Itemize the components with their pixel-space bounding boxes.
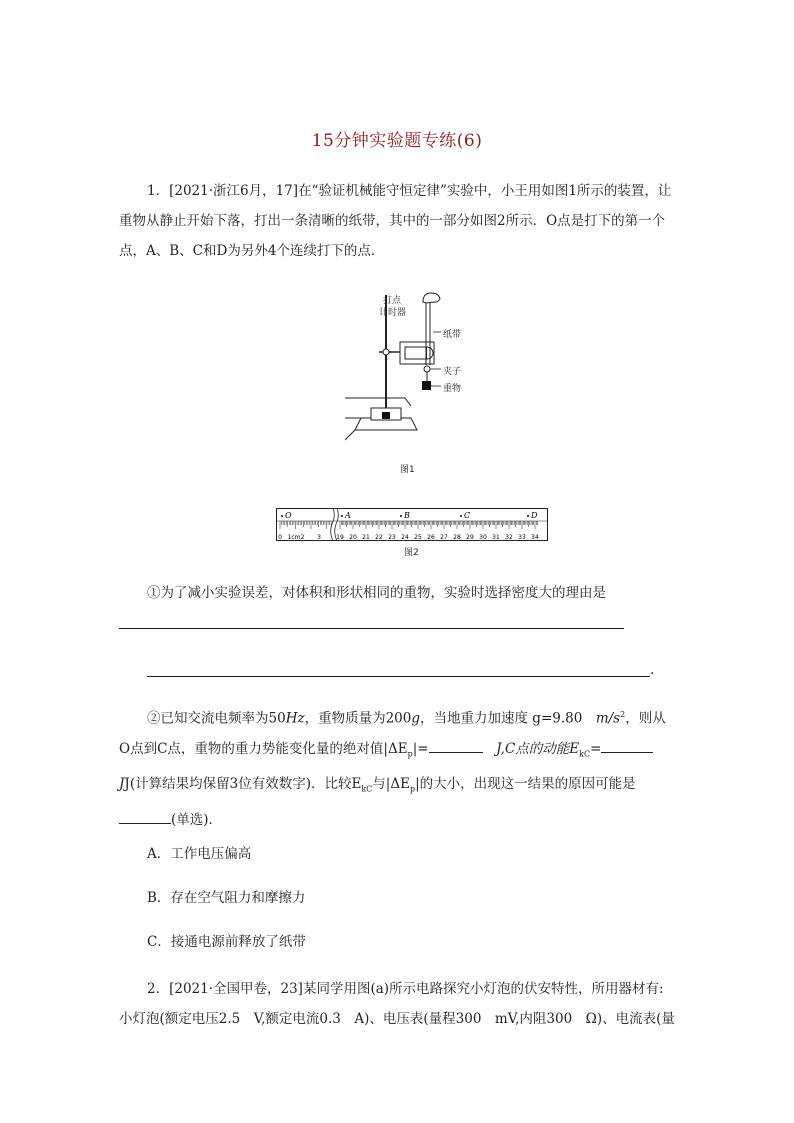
answer-line-1 — [119, 628, 624, 629]
tape-point-label: B — [404, 511, 410, 520]
tape-dot — [341, 515, 343, 517]
scale-label: 24 — [401, 534, 409, 541]
tape-dot — [460, 515, 462, 517]
tape-dot — [281, 515, 283, 517]
tape-point-label: A — [345, 511, 351, 520]
page-title: 15分钟实验题专练(6) — [311, 131, 483, 151]
question-1-intro: 1．[2021·浙江6月，17]在“验证机械能守恒定律”实验中，小王用如图1所示的装置，让重物从静止开始下落，打出一条清晰的纸带，其中的一部分如图2所示．O点是打下的第一个点，A、B、C和D为另外4个连续打下的点． — [119, 183, 672, 259]
question-2-line-2: 小灯泡(额定电压2.5 V,额定电流0.3 A)、电压表(量程300 mV,内阻300 Ω)、电流表(量 — [119, 1011, 675, 1027]
figure-1-caption: 图1 — [400, 465, 415, 475]
scale-label: 1cm2 — [287, 534, 305, 541]
tape-dot — [400, 515, 402, 517]
tape-dot — [527, 515, 529, 517]
scale-label: 34 — [531, 534, 539, 541]
scale-label: 28 — [453, 534, 461, 541]
scale-label: 23 — [388, 534, 396, 541]
scale-label: 22 — [375, 534, 383, 541]
scale-label: 33 — [518, 534, 526, 541]
figure-2-tape-ruler — [276, 508, 548, 542]
answer-line-2 — [147, 676, 650, 677]
tape-point-label: O — [285, 511, 292, 520]
option-c[interactable]: C．接通电源前释放了纸带 — [147, 934, 306, 950]
scale-label: 29 — [466, 534, 474, 541]
question-1-part-1: ①为了减小实验误差，对体积和形状相同的重物，实验时选择密度大的理由是 — [147, 585, 606, 601]
blank-kinetic-energy[interactable] — [601, 738, 653, 753]
label-tape: 纸带 — [443, 330, 462, 340]
scale-label: 0 — [278, 534, 282, 541]
question-2-line-1: 2．[2021·全国甲卷，23]某同学用图(a)所示电路探究小灯泡的伏安特性，所用器材有: — [147, 981, 664, 997]
scale-label: 30 — [479, 534, 487, 541]
option-b[interactable]: B．存在空气阻力和摩擦力 — [147, 890, 306, 906]
question-1-part-2: ②已知交流电频率为50Hz，重物质量为200g，当地重力加速度 g=9.80 $m/s^2$，则从O点到C点，重物的重力势能变化量的绝对值$|\Delta E_p|=$ J,C点的动能$E_{kC}=$ JJ(计算结果均保留3位有效数字)．比较$E_{kC}$与$|\Delta E_p|$的大小，出现这一结果的原因可能是 (单选)． — [119, 710, 666, 828]
label-clip: 夹子 — [443, 367, 462, 377]
label-timer-line1: 打点 — [383, 296, 402, 306]
scale-label: 21 — [362, 534, 370, 541]
scale-label: 19 — [336, 534, 344, 541]
scale-label: 32 — [505, 534, 513, 541]
answer-line-period: . — [650, 662, 655, 678]
label-timer-line2: 计时器 — [379, 308, 407, 318]
scale-label: 31 — [492, 534, 500, 541]
scale-label: 26 — [427, 534, 435, 541]
scale-label: 3 — [317, 534, 321, 541]
blank-choice[interactable] — [119, 809, 171, 824]
tape-point-label: C — [464, 511, 471, 520]
label-weight: 重物 — [443, 384, 462, 394]
option-a[interactable]: A．工作电压偏高 — [147, 846, 252, 862]
figure-2-caption: 图2 — [404, 548, 419, 558]
scale-label: 27 — [440, 534, 448, 541]
scale-label: 20 — [349, 534, 357, 541]
tape-point-label: D — [531, 511, 538, 520]
scale-label: 25 — [414, 534, 422, 541]
blank-potential-energy[interactable] — [429, 738, 483, 753]
